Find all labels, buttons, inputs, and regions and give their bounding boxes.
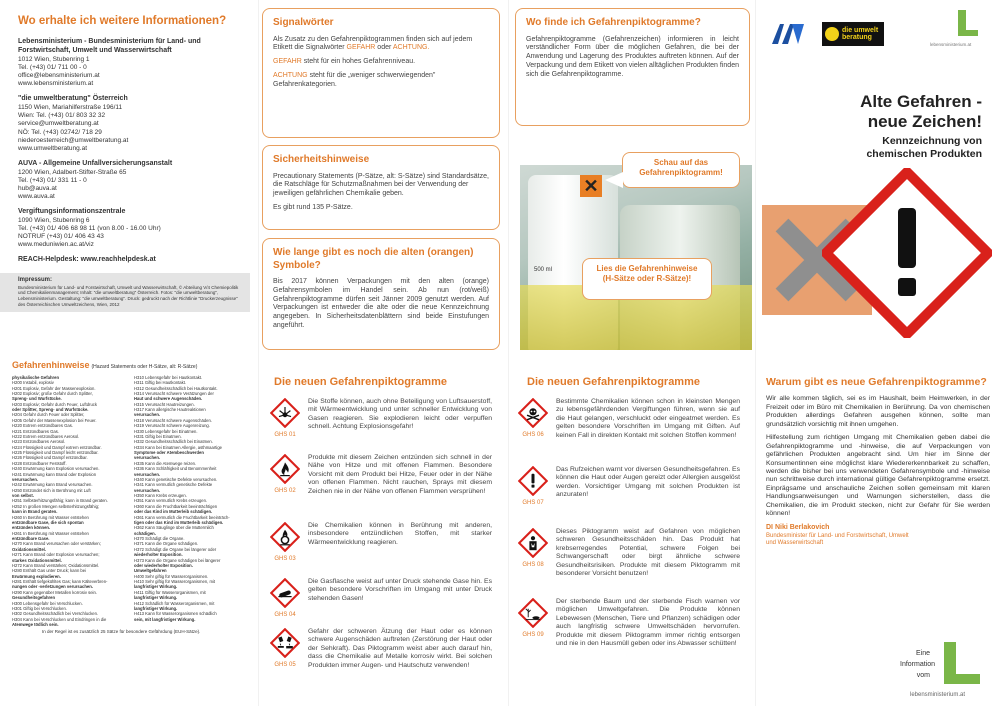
hazard-statement: H201 Explosiv, Gefahr der Massenexplosion. (12, 385, 96, 391)
hazard-statement: Atemwege tödlich sein. (12, 622, 59, 627)
hazard-statement: H317 Kann allergische Hautreaktionen (134, 407, 206, 412)
gefahr-word: GEFAHR (273, 58, 302, 65)
impressum-text: Bundesministerium für Land- und Forstwirtschaft, Umwelt und Wasserwirtschaft, © Abteilung V/4 Chemiepolitik und Chemikalienmanagement; Inhalt: "die umweltberatung" Österreich. Fotos: "die umweltberatung", Lebensministerium. Gestaltung: "die umweltberatung". Druck: gedruckt nach der Richtlinie "Druckerzeugnisse" des Österreichischen Umweltzeichens, Wien, 2012 (18, 284, 239, 308)
contact-line[interactable]: hub@auva.at (18, 184, 57, 192)
contact-line: Tel. (+43) 01/ 331 11 - 0 (18, 176, 87, 184)
orange-hazard-symbol: ✕ (580, 175, 602, 197)
hazard-statement: verursachen. (134, 471, 161, 477)
hazard-statement: H220 Extrem entzündbares Gas. (12, 423, 73, 429)
hazard-statement: H261 In Berührung mit Wasser entstehen (12, 530, 89, 536)
hazard-statement: H202 Explosiv; große Gefahr durch Splitter, (12, 390, 93, 396)
hazard-statement: langfristiger Wirkung. (134, 605, 178, 611)
hazard-statement: starkes Oxidationsmittel. (12, 557, 62, 563)
hazard-statement: H242 Erwärmung kann Brand verursachen. (12, 482, 93, 488)
hazard-statement: H200 Instabil, explosiv (12, 380, 54, 386)
hazard-statement: oder das Kind im Mutterleib schädigen. (134, 509, 213, 515)
ghs-description: Das Rufzeichen warnt vor diversen Gesundheitsgefahren. Es können die Haut oder Augen gereizt oder Allergien ausgelöst werden. Vorsichtiger Umgang mit solchen Produkten ist anzuraten! (556, 466, 740, 499)
hazard-statement: H314 Verursacht schwere Verätzungen der (134, 390, 214, 396)
hazard-statement: H340 Kann genetische Defekte verursachen. (134, 476, 218, 482)
hazard-statement: H222 Extrem entzündbares Aerosol. (12, 433, 80, 439)
hazard-statement: schädigen. (134, 530, 156, 536)
hazard-statement: H252 In großen Mengen selbsterhitzungsfähig; (12, 503, 100, 509)
hazard-statement: H302 Gesundheitsschädlich bei Verschlucken. (12, 611, 99, 617)
contact-line[interactable]: www.meduniwien.ac.at/viz (18, 241, 94, 249)
hazard-list-right (130, 375, 248, 628)
hazard-statement: H224 Flüssigkeit und Dampf extrem entzündbar. (12, 444, 102, 450)
contact-line[interactable]: www.lebensministerium.at (18, 80, 94, 88)
impressum-title: Impressum: (18, 277, 53, 284)
ghs-item (518, 528, 740, 579)
hazard-subtitle: (Hazard Statements oder H-Sätze, alt: R-Sätze) (91, 364, 198, 370)
ghs-item (518, 398, 740, 440)
hazard-statement: H332 Gesundheitsschädlich bei Einatmen. (134, 439, 213, 445)
hazard-statement: langfristiger Wirkung. (134, 584, 178, 590)
cover-title-1: Alte Gefahren - (860, 92, 982, 111)
hazard-statement: H228 Entzündbarer Feststoff. (12, 460, 67, 466)
hazard-statement: H223 Entzündbares Aerosol. (12, 439, 66, 445)
contact-line[interactable]: niederoesterreich@umweltberatung.at (18, 136, 129, 144)
contact-line: 1150 Wien, Mariahilferstraße 196/11 (18, 104, 123, 112)
hazard-statement: H351 Kann vermutlich Krebs erzeugen. (134, 498, 208, 504)
callout-2-text: Lies die Gefahrenhinweise (H-Sätze oder R-Sätze)! (596, 264, 698, 283)
hazard-statement: H226 Flüssigkeit und Dampf entzündbar. (12, 455, 88, 461)
hazard-title: Gefahrenhinweise (12, 360, 90, 370)
ghs-section-1 (262, 376, 502, 396)
hazard-statement: H331 Giftig bei Einatmen. (134, 433, 182, 439)
ghs-title-1: Die neuen Gefahrenpiktogramme (274, 376, 447, 388)
hazard-statement: H311 Giftig bei Hautkontakt. (134, 380, 187, 386)
lebensministerium-logo-bottom (938, 642, 984, 690)
hazard-statement: H203 Explosiv; Gefahr durch Feuer, Luftdruck (12, 401, 97, 407)
hazard-statement: H260 In Berührung mit Wasser entstehen (12, 514, 89, 520)
signature-name: DI Niki Berlakovich (766, 523, 830, 531)
hazard-statement: wiederholter Exposition. (134, 552, 183, 558)
contact-line[interactable]: www.umweltberatung.at (18, 144, 88, 152)
hazard-statement: H312 Gesundheitsschädlich bei Hautkontakt. (134, 385, 218, 391)
ghs-item (270, 578, 492, 619)
ghs-code: GHS 05 (274, 661, 296, 668)
hazard-statement: H225 Flüssigkeit und Dampf leicht entzündbar. (12, 450, 99, 455)
contact-name: Vergiftungsinformationszentrale (18, 208, 126, 216)
hazard-statement: H410 Sehr giftig für Wasserorganismen, mit (134, 579, 216, 584)
divider (755, 0, 756, 706)
contact-line: 1012 Wien, Stubenring 1 (18, 55, 90, 63)
sicherheit-box (262, 145, 500, 230)
cover-title (772, 92, 982, 161)
hazard-statement: H373 Kann die Organe schädigen bei längerer (134, 557, 221, 563)
contact-line: NOTRUF (+43) 01/ 406 43 43 (18, 233, 104, 241)
contact-name: AUVA - Allgemeine Unfallversicherungsanstalt (18, 159, 173, 167)
ghs-code: GHS 06 (522, 431, 544, 438)
ghs-code: GHS 08 (522, 561, 544, 568)
hazard-statement: H271 Kann Brand oder Explosion verursachen; (12, 552, 100, 558)
hazard-statement: oder Splitter, Spreng- und Wurfstücke. (12, 407, 89, 412)
hazard-statement: Umweltgefahren (134, 568, 167, 574)
wo-title: Wo finde ich Gefahrenpiktogramme? (526, 17, 701, 28)
logo-text-1: die umwelt (842, 27, 879, 34)
ghs-item (270, 628, 492, 670)
hazard-statement: langfristiger Wirkung. (134, 595, 178, 601)
ghs-description: Produkte mit diesem Zeichen entzünden sich schnell in der Nähe von Hitze und mit offenen Flammen. Besondere Vorsicht mit dem Produkt bei Hitze, Feuer oder in der Nähe von offenen Flammen. Nicht rauchen, Sprays mit diesem Zeichen nie in der Nähe von offenen Flammen versprühen! (308, 454, 492, 495)
hazard-statement: H221 Entzündbares Gas. (12, 428, 60, 434)
hazard-statement: H341 Kann vermutlich genetische Defekte (134, 482, 213, 488)
hazard-statement: tigen oder das Kind im Mutterleib schädigen. (134, 519, 224, 525)
warum-text-1: Wir alle kommen täglich, sei es im Haushalt, beim Heimwerken, in der Freizeit oder im Büro mit Chemikalien in Berührung. Da von chemischen Produkten allerdings Gefahren ausgehen können, sollte man grundsätzlich vorsichtig mit ihnen umgehen. (766, 395, 990, 428)
signal-achtung: ACHTUNG. (392, 44, 430, 52)
hazard-statement: verursachen. (134, 412, 161, 418)
contact-line[interactable]: office@lebensministerium.at (18, 72, 100, 80)
hazard-statement: physikalische Gefahren (12, 374, 60, 380)
lebensministerium-logo-top (956, 10, 980, 40)
gefahr-desc: steht für ein hohes Gefahrenniveau. (303, 58, 416, 65)
contact-block (18, 95, 238, 153)
lebensministerium-bottom: lebensministerium.at (910, 692, 966, 698)
eine-1: Eine (915, 650, 930, 657)
hazard-statement: H413 Kann für Wasserorganismen schädlich (134, 611, 217, 617)
ghs-item (518, 466, 740, 507)
hazard-statement: Symptome oder Atembeschwerden (134, 450, 204, 455)
hazard-statement: H304 Kann bei Verschlucken und Eindringen in die (12, 616, 107, 622)
flame-icon (270, 454, 300, 495)
cover-title-2: neue Zeichen! (867, 112, 982, 132)
ghs-item (270, 454, 492, 496)
hazard-statement: verursachen. (134, 455, 161, 461)
wo-text: Gefahrenpiktogramme (Gefahrenzeichen) informieren in leicht verständlicher Form über die möglichen Gefahren, die bei der Anwendung und Lagerung des Produktes auftreten können. Auf der Verpackung und dem Etikett von vielen alltäglichen Produkten finden sich die Gefahrenpiktogramme. (526, 35, 739, 78)
achtung-desc: steht für die „weniger schwerwiegenden" Gefahrenkategorien. (273, 71, 436, 88)
hazard-statement: H361 Kann vermutlich die Fruchtbarkeit beeinträch- (134, 514, 230, 520)
exclamation-icon (518, 466, 548, 507)
contact-line: Tel. (+43) 01/ 711 00 - 0 (18, 64, 87, 71)
ghs-description: Der sterbende Baum und der sterbende Fisch warnen vor möglichen Umweltgefahren. Die Produkte können Lebewesen (Menschen, Tiere und Pflanzen) schädigen oder auch langfristig schwere Umweltschäden hervorrufen. Produkte mit diesem Piktogramm immer richtig entsorgen und nie in den Hausmüll geben oder ins Abwasser schütten! (556, 598, 740, 648)
ghs-item (518, 598, 740, 649)
hazard-statement: oder wiederholter Exposition. (134, 562, 193, 568)
ghs-description: Die Stoffe können, auch ohne Beteiligung von Luftsauerstoff, mit Wärmeentwicklung und unter schneller Entwicklung von Gasen reagieren. Sie explodieren leicht oder verpuffen schnell. Achtung Explosionsgefahr! (308, 398, 492, 431)
contact-block (18, 38, 238, 88)
achtung-word: ACHTUNG (273, 71, 308, 79)
hazard-statement: H251 Selbsterhitzungsfähig; kann in Brand geraten. (12, 498, 108, 504)
hazard-statement: H318 Verursacht schwere Augenschäden. (134, 417, 212, 423)
environment-icon (518, 598, 548, 639)
sicherheit-text-2: Es gibt rund 135 P-Sätze. (273, 203, 353, 211)
signal-oder: oder (377, 44, 392, 52)
hazard-statement: H330 Lebensgefahr bei Einatmen. (134, 428, 198, 434)
hazard-statement: H272 Kann Brand verstärken; Oxidationsmittel. (12, 562, 100, 568)
warum-text-2: Hilfestellung zum richtigen Umgang mit Chemikalien geben dabei die Gefahrenpiktogramme und -hinweise, die auf Verpackungen von gefährlichen Produkten angebracht sind. Um hier im Sinne der Konsumentinnen eine möglichst klare Wiedererkennbarkeit zu schaffen, werden die bisher bei uns verwendeten Gefahrensymbole und -hinweise nun schrittweise durch international gültige Gefahrenpiktogramme ersetzt. Einprägsame und anschauliche Zeichen sollen gemeinsam mit klaren Handlungsanweisungen und Warnungen sicherstellen, dass die Chemikalien, die im Produkt stecken, nicht zur Gefahr für Sie werden können! (766, 434, 990, 518)
callout-1-text: Schau auf das Gefahrenpiktogramm! (639, 158, 723, 177)
hazard-statement: H336 Kann Schläfrigkeit und Benommenheit (134, 466, 217, 472)
hazard-statement: entzündbare Gase, die sich spontan (12, 519, 84, 525)
ghs-description: Bestimmte Chemikalien können schon in kleinsten Mengen zu lebensgefährdenden Vergiftungen führen, wenn sie auf die Haut gelangen, verschluckt oder eingeatmet werden. Es gelten besondere Vorschriften im Umgang mit Giften. Auf keinen Fall in direkten Kontakt mit solchen Stoffen kommen! (556, 398, 740, 439)
hazard-statement: H360 Kann die Fruchtbarkeit beeinträchtigen (134, 503, 218, 509)
hazard-statement: H240 Erwärmung kann Explosion verursachen. (12, 466, 100, 472)
hazard-statement: kann in Brand geraten. (12, 509, 58, 515)
sicherheit-title: Sicherheitshinweise (273, 154, 370, 165)
contact-line[interactable]: service@umweltberatung.at (18, 120, 99, 128)
callout-piktogramm (622, 152, 740, 188)
warum-section (766, 376, 990, 548)
ghs-description: Die Gasflasche weist auf unter Druck stehende Gase hin. Es gelten besondere Vorschriften im Umgang mit unter Druck stehenden Gasen! (308, 578, 492, 602)
signal-text-3 (273, 72, 489, 90)
hazard-statement: Oxidationsmittel. (12, 546, 46, 552)
logo-text-2: beratung (842, 34, 872, 41)
hazard-statement: H270 Kann Brand verursachen oder verstärken; (12, 541, 101, 547)
lange-text: Bis 2017 können Verpackungen mit den alten (orange) Gefahrensymbolen im Handel sein. Ab nun (rot/weiß) Gefahrenpiktogramme dürfen seit Jänner 2009 genutzt werden. Auf Verpackungen ist entweder die alte oder die neue Kennzeichnung angegeben. In Sicherheitsdatenblättern sind beide Einstufungen angeführt. (273, 278, 489, 329)
health-hazard-icon (518, 528, 548, 569)
contact-list (18, 38, 238, 249)
hazard-statement: H412 Schädlich für Wasserorganismen, mit (134, 600, 215, 606)
hazard-statement: H315 Verursacht Hautreizungen. (134, 401, 195, 407)
hazard-statement: Haut und schwere Augenschäden. (134, 396, 203, 402)
hazard-statement: H335 Kann die Atemwege reizen. (134, 460, 197, 466)
lebensministerium-small: lebensministerium.at (930, 42, 972, 47)
hazard-statement: H204 Gefahr durch Feuer oder Splitter, (12, 412, 85, 418)
warum-title: Warum gibt es neue Gefahrenpiktogramme? (766, 376, 987, 388)
ghs-section-2 (515, 376, 755, 396)
ghs-title-2: Die neuen Gefahrenpiktogramme (527, 376, 700, 388)
contact-line: NÖ: Tel. (+43) 02742/ 718 29 (18, 128, 102, 136)
ghs-code: GHS 03 (274, 555, 296, 562)
hazard-statement: H280 Enthält Gas unter Druck; kann bei (12, 568, 87, 574)
contact-line: Wien: Tel. (+43) 01/ 803 32 32 (18, 112, 106, 120)
auva-logo (770, 20, 806, 46)
signal-text-1 (273, 36, 489, 54)
ghs-code: GHS 04 (274, 611, 296, 618)
hazard-statement: Gesundheitsgefahren (12, 595, 56, 601)
contact-name: "die umweltberatung" Österreich (18, 95, 128, 103)
divider (258, 0, 259, 706)
hazard-statement: H362 Kann Säuglinge über die Muttermilch (134, 525, 214, 531)
ghs-code: GHS 07 (522, 499, 544, 506)
lange-title: Wie lange gibt es noch die alten (orangen) Symbole? (273, 247, 474, 271)
ghs-code: GHS 02 (274, 487, 296, 494)
hazard-statement: H250 Entzündet sich in Berührung mit Luft (12, 487, 91, 493)
hazard-statements (12, 360, 252, 705)
hazard-statement: nungen oder -verletzungen verursachen. (12, 584, 93, 590)
cover-subtitle-1: Kennzeichnung von (882, 134, 982, 147)
hazard-footer: In der Regel ist es zusätzlich 25 Sätze für besondere Gefährdung (EUH-Sätze). (42, 629, 201, 635)
hazard-statement: H334 Kann bei Einatmen Allergie, asthmaartige (134, 444, 222, 450)
hazard-statement: H371 Kann die Organe schädigen. (134, 541, 199, 547)
reach-helpdesk[interactable]: REACH-Helpdesk: www.reachhelpdesk.at (18, 256, 156, 264)
contact-line: 1200 Wien, Adalbert-Stifter-Straße 65 (18, 168, 127, 176)
signal-box (262, 8, 500, 138)
ghs-code: GHS 01 (274, 431, 296, 438)
ghs-code: GHS 09 (522, 631, 544, 638)
contact-line[interactable]: www.auva.at (18, 193, 55, 200)
lange-box (262, 238, 500, 350)
hazard-statement: H300 Lebensgefahr bei Verschlucken. (12, 600, 83, 606)
hazard-statement: entzündbare Gase. (12, 536, 50, 541)
hazard-statement: H319 Verursacht schwere Augenreizung. (134, 423, 210, 429)
explosion-icon (270, 398, 300, 439)
corrosion-icon (270, 628, 300, 669)
impressum-box (0, 273, 250, 312)
cover-subtitle-2: chemischen Produkten (866, 147, 982, 160)
contact-line: 1090 Wien, Stubenring 6 (18, 216, 90, 224)
contact-name: Lebensministerium - Bundesministerium für Land- und Forstwirtschaft, Umwelt und Wasserwirtschaft (18, 38, 201, 55)
hazard-statement: H350 Kann Krebs erzeugen. (134, 493, 187, 498)
info-title: Wo erhalte ich weitere Informationen? (18, 15, 227, 27)
callout-hinweise (582, 258, 712, 300)
divider (508, 0, 509, 706)
ghs-description: Die Chemikalien können in Berührung mit anderen, insbesondere entzündlichen Stoffen, mit starker Wärmeentwicklung reagieren. (308, 522, 492, 546)
new-symbol-exclamation (822, 168, 992, 338)
signature-role: Bundesminister für Land- und Forstwirtschaft, Umwelt und Wasserwirtschaft (766, 532, 909, 547)
skull-icon (518, 398, 548, 439)
hazard-statement: sein, mit langfristiger Wirkung. (134, 616, 196, 622)
hazard-statement: H372 Schädigt die Organe bei längerer oder (134, 546, 217, 552)
callout-arrow-1 (605, 172, 623, 188)
eine-2: Information (900, 661, 936, 669)
gas-cylinder-icon (270, 578, 300, 619)
ghs-item (270, 522, 492, 563)
hazard-statement: H411 Giftig für Wasserorganismen, mit (134, 589, 206, 595)
hazard-statement: H370 Schädigt die Organe. (134, 536, 185, 541)
hazard-statement: H290 Kann gegenüber Metallen korrosiv sein. (12, 589, 97, 595)
flame-over-circle-icon (270, 522, 300, 563)
umweltberatung-logo (822, 22, 884, 46)
ghs-item (270, 398, 492, 439)
hazard-statement: verursachen. (134, 487, 161, 493)
signal-gefahr: GEFAHR (346, 44, 376, 52)
sicherheit-text-1: Precautionary Statements (P-Sätze, alt: S-Sätze) sind Standardsätze, die Ratschläge für Schutzmaßnahmen bei der Verwendung der jeweiligen gefährlichen Chemikalie geben. (273, 172, 489, 197)
hazard-statement: verursachen. (12, 476, 39, 482)
hazard-statement: Erwärmung explodieren. (12, 573, 61, 579)
hazard-statement: Spreng- und Wurfstücke. (12, 396, 62, 402)
hazard-statement: von selbst. (12, 493, 34, 498)
ghs-description: Gefahr der schweren Ätzung der Haut oder es können schwere Augenschäden auftreten (Zerstörung der Haut oder der Sehkraft). Das Piktogramm weist aber auch darauf hin, dass die Chemikalie auf Metalle korrosiv wirkt. Bei solchen Produkten immer Augen- und Hautschutz verwenden! (308, 628, 492, 669)
contact-line: Tel. (+43) 01/ 406 68 98 11 (von 8.00 - 16.00 Uhr) (18, 225, 161, 232)
hazard-statement: entzünden können. (12, 525, 51, 531)
ghs-description: Dieses Piktogramm weist auf Gefahren von möglichen schweren Gesundheitsschäden hin. Das Produkt hat krebserregendes Potential, schwere Folgen bei Schwangerschaft oder birgt ähnliche schwere Gesundheitsrisiken. Produkte mit diesem Piktogramm mit besonderer Vorsicht benutzen! (556, 528, 740, 578)
signal-text-1a: Als Zusatz zu den Gefahrenpiktogrammen finden sich auf jedem Etikett die Signalwörter (273, 35, 473, 52)
signal-title: Signalwörter (273, 17, 334, 28)
bottle-label: 500 ml (534, 267, 553, 273)
signal-text-2 (273, 58, 489, 67)
contact-block (18, 160, 238, 201)
hazard-statement: H301 Giftig bei Verschlucken. (12, 605, 67, 611)
hazard-statement: H310 Lebensgefahr bei Hautkontakt. (134, 374, 203, 380)
wo-box (515, 8, 750, 126)
contact-block (18, 208, 238, 249)
eine-information (900, 648, 936, 682)
hazard-list-left (12, 375, 130, 628)
hazard-statement: H241 Erwärmung kann Brand oder Explosion (12, 471, 97, 477)
hazard-statement: H281 Enthält tiefgekühltes Gas; kann Kälteverbren- (12, 579, 108, 584)
hazard-statement: H400 Sehr giftig für Wasserorganismen. (134, 573, 209, 579)
eine-3: vom (916, 672, 930, 680)
hazard-statement: H205 Gefahr der Massenexplosion bei Feuer. (12, 417, 97, 423)
